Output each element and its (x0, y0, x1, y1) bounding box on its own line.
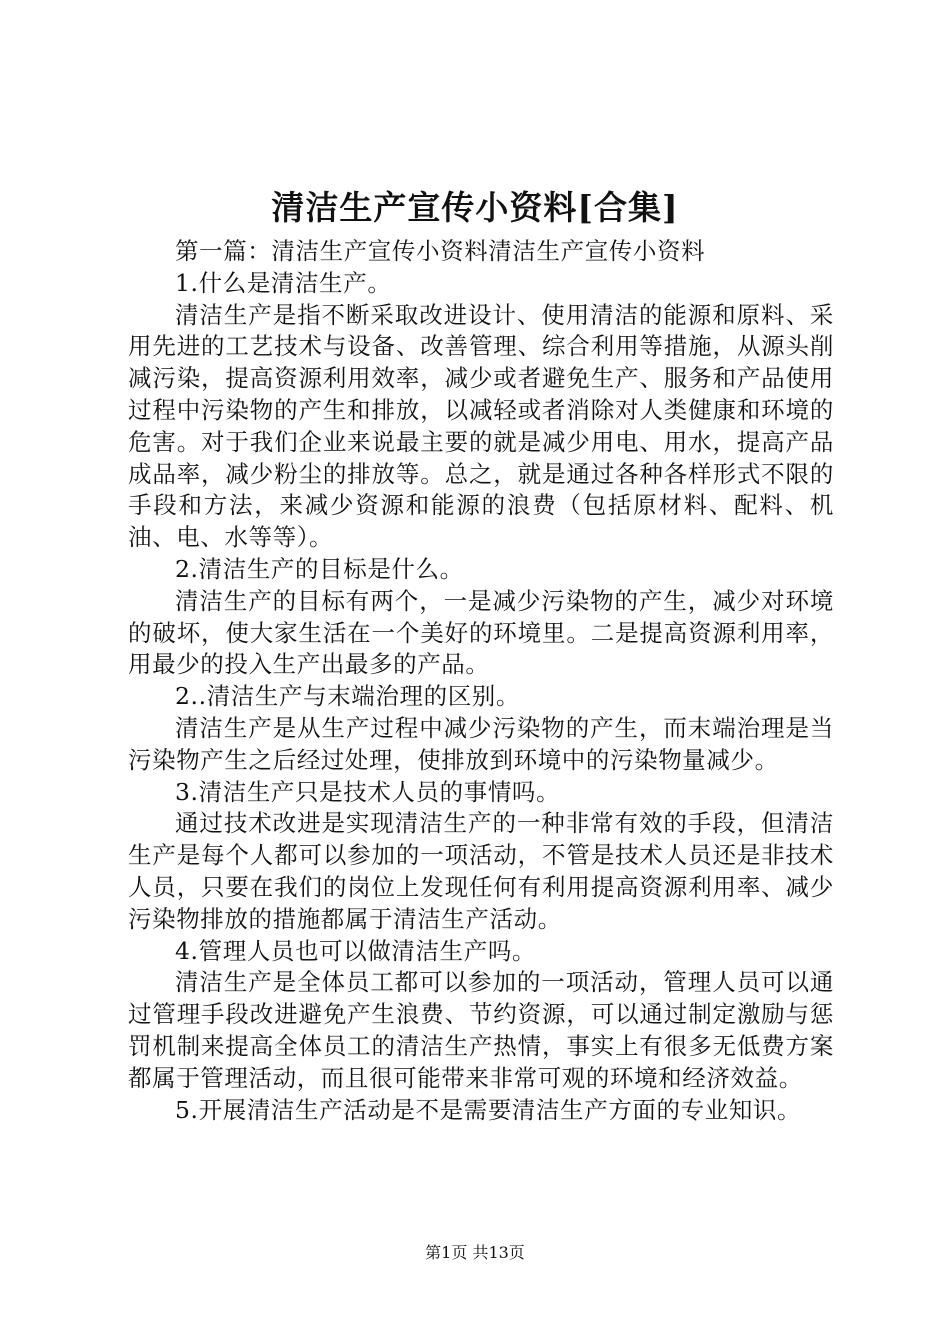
question-heading: 3.清洁生产只是技术人员的事情吗。 (175, 777, 561, 806)
body-paragraph: 清洁生产是从生产过程中减少污染物的产生，而末端治理是当污染物产生之后经过处理，使排放到环境中的污染物量减少。 (128, 713, 834, 774)
body-paragraph: 通过技术改进是实现清洁生产的一种非常有效的手段，但清洁生产是每个人都可以参加的一项活动，不管是技术人员还是非技术人员，只要在我们的岗位上发现任何有利用提高资源利用率、减少污染物排放的措施都属于清洁生产活动。 (128, 809, 834, 933)
body-paragraph: 清洁生产是全体员工都可以参加的一项活动，管理人员可以通过管理手段改进避免产生浪费、节约资源，可以通过制定激励与惩罚机制来提高全体员工的清洁生产热情，事实上有很多无低费方案都属于管理活动，而且很可能带来非常可观的环境和经济效益。 (128, 968, 834, 1092)
body-paragraph: 清洁生产是指不断采取改进设计、使用清洁的能源和原料、采用先进的工艺技术与设备、改善管理、综合利用等措施，从源头削减污染，提高资源利用效率，减少或者避免生产、服务和产品使用过程中污染物的产生和排放，以减轻或者消除对人类健康和环境的危害。对于我们企业来说最主要的就是减少用电、用水，提高产品成品率，减少粉尘的排放等。总之，就是通过各种各样形式不限的手段和方法，来减少资源和能源的浪费（包括原材料、配料、机油、电、水等等）。 (128, 300, 834, 552)
page-number-footer: 第1页 共13页 (425, 1243, 525, 1262)
document-body (128, 236, 834, 1126)
body-paragraph: 清洁生产的目标有两个，一是减少污染物的产生，减少对环境的破坏，使大家生活在一个美好的环境里。二是提高资源利用率，用最少的投入生产出最多的产品。 (128, 586, 834, 679)
question-heading: 5.开展清洁生产活动是不是需要清洁生产方面的专业知识。 (175, 1095, 802, 1124)
question-heading: 2.清洁生产的目标是什么。 (175, 554, 464, 583)
section-heading: 第一篇：清洁生产宣传小资料清洁生产宣传小资料 (175, 237, 706, 265)
question-heading: 2..清洁生产与末端治理的区别。 (175, 682, 520, 711)
document-title: 清洁生产宣传小资料[合集] (271, 188, 679, 227)
question-heading: 1.什么是清洁生产。 (175, 268, 392, 297)
question-heading: 4.管理人员也可以做清洁生产吗。 (175, 936, 537, 965)
